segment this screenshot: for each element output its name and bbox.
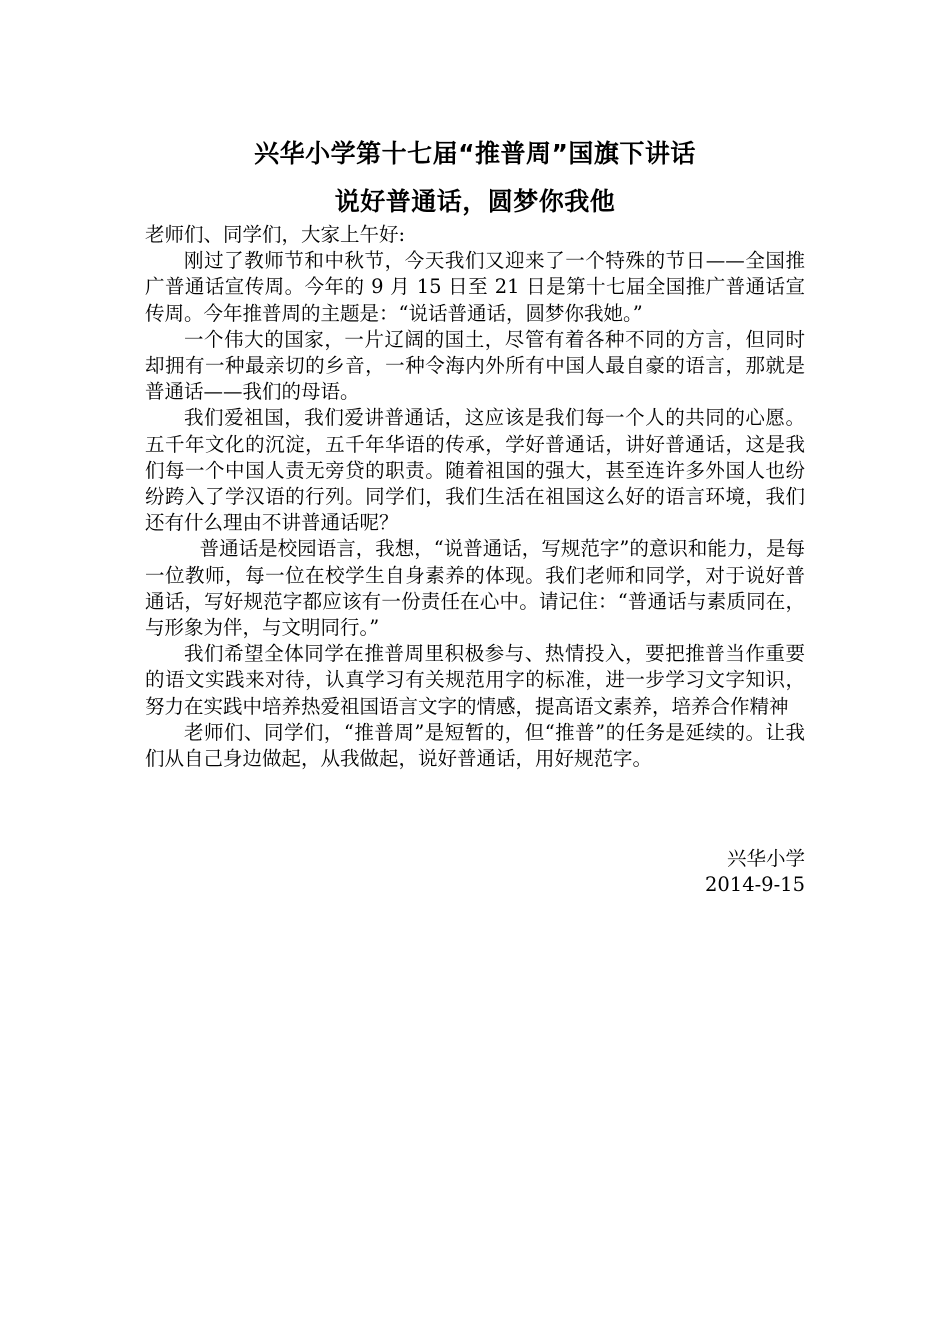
signature-school: 兴华小学 (726, 847, 805, 870)
signature-date: 2014-9-15 (704, 873, 805, 897)
document-title: 兴华小学第十七届“推普周”国旗下讲话 (254, 139, 696, 168)
paragraph-love-country: 我们爱祖国，我们爱讲普通话，这应该是我们每一个人的共同的心愿。五千年文化的沉淀，五千年华语的传承，学好普通话，讲好普通话，这是我们每一个中国人责无旁贷的职责。随着祖国的强大，甚至连许多外国人也纷纷跨入了学汉语的行列。同学们，我们生活在祖国这么好的语言环境，我们还有什么理由不讲普通话呢？ (145, 406, 805, 535)
paragraph-closing: 老师们、同学们，“推普周”是短暂的，但“推普”的任务是延续的。让我们从自己身边做起，从我做起，说好普通话，用好规范字。 (145, 720, 805, 771)
greeting: 老师们、同学们，大家上午好: (145, 223, 406, 246)
paragraph-intro: 刚过了教师节和中秋节，今天我们又迎来了一个特殊的节日——全国推广普通话宣传周。今年的 9 月 15 日至 21 日是第十七届全国推广普通话宣传周。今年推普周的主题是：“说话普通话，圆梦你我她。” (145, 249, 805, 325)
signature-block (705, 846, 805, 898)
document-subtitle: 说好普通话，圆梦你我他 (334, 187, 616, 216)
paragraph-mother-tongue: 一个伟大的国家，一片辽阔的国土，尽管有着各种不同的方言，但同时却拥有一种最亲切的乡音，一种令海内外所有中国人最自豪的语言，那就是普通话——我们的母语。 (145, 327, 805, 404)
paragraph-hope: 我们希望全体同学在推普周里积极参与、热情投入，要把推普当作重要的语文实践来对待，认真学习有关规范用字的标准，进一步学习文字知识，努力在实践中培养热爱祖国语言文字的情感，提高语文素养，培养合作精神 (145, 642, 805, 718)
paragraph-campus-language: 普通话是校园语言，我想，“说普通话，写规范字”的意识和能力，是每一位教师，每一位在校学生自身素养的体现。我们老师和同学，对于说好普通话，写好规范字都应该有一份责任在心中。请记住：“普通话与素质同在，与形象为伴，与文明同行。” (145, 537, 805, 640)
speech-body (145, 222, 805, 772)
